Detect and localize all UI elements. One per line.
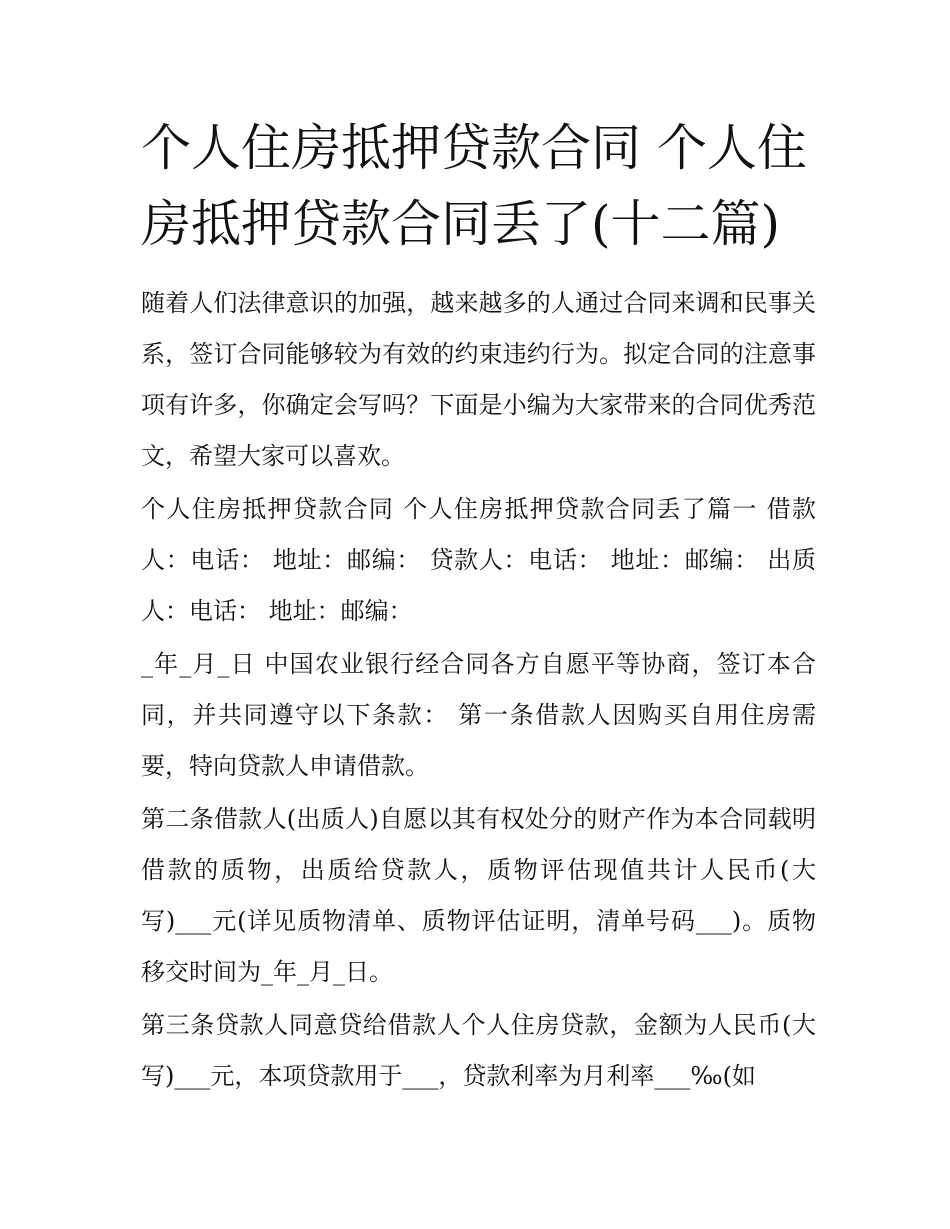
parties-paragraph: 个人住房抵押贷款合同 个人住房抵押贷款合同丢了篇一 借款人：电话： 地址：邮编： 贷款人：电话： 地址：邮编： 出质人：电话： 地址：邮编： [141, 495, 816, 625]
clause-1-paragraph: _年_月_日 中国农业银行经合同各方自愿平等协商，签订本合同，并共同遵守以下条款： 第一条借款人因购买自用住房需要，特向贷款人申请借款。 [141, 650, 816, 780]
document-body [141, 110, 816, 1102]
title-spacer [141, 262, 816, 278]
document-title: 个人住房抵押贷款合同 个人住房抵押贷款合同丢了(十二篇) [141, 119, 807, 253]
clause-3-paragraph: 第三条贷款人同意贷给借款人个人住房贷款，金额为人民币(大写)___元，本项贷款用于___，贷款利率为月利率___‰(如 [141, 1011, 816, 1090]
intro-paragraph: 随着人们法律意识的加强，越来越多的人通过合同来调和民事关系，签订合同能够较为有效的约束违约行为。拟定合同的注意事项有许多，你确定会写吗？下面是小编为大家带来的合同优秀范文，希望大家可以喜欢。 [141, 289, 816, 470]
clause-2-paragraph: 第二条借款人(出质人)自愿以其有权处分的财产作为本合同载明借款的质物，出质给贷款人，质物评估现值共计人民币(大写)___元(详见质物清单、质物评估证明，清单号码___)。质物移交时间为_年_月_日。 [141, 805, 816, 986]
